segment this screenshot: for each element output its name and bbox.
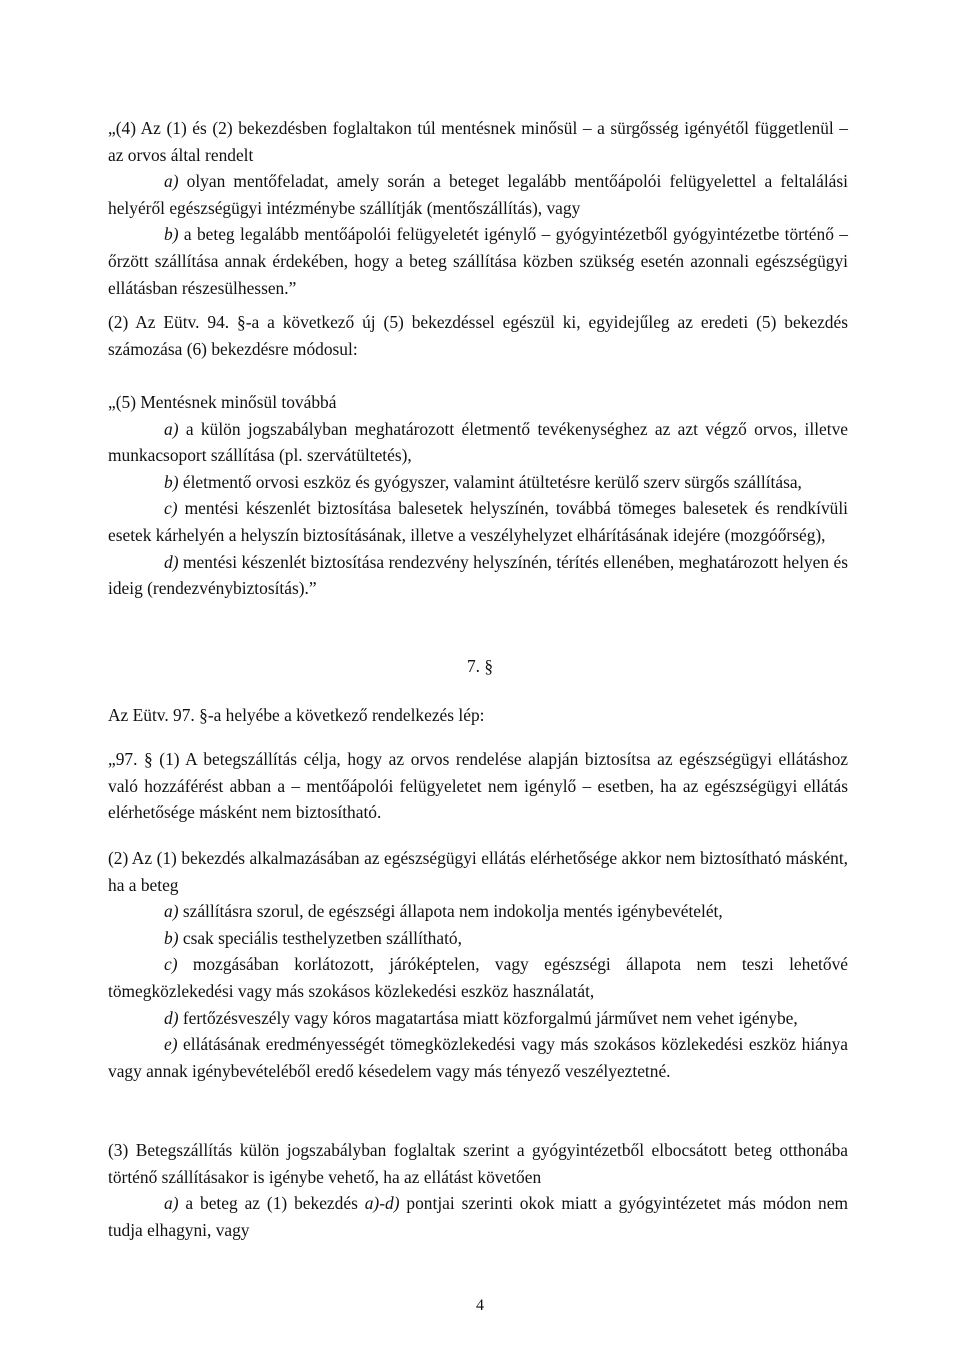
- point-label: c): [164, 498, 178, 519]
- point-5-a: [108, 416, 848, 469]
- point-97-2-b: [108, 925, 848, 952]
- point-text: olyan mentőfeladat, amely során a beteget legalább mentőápolói felügyelettel a feltalálási helyéről egészségügyi intézménybe szállítják (mentőszállítás), vagy: [108, 171, 848, 218]
- paragraph-97-1: „97. § (1) A betegszállítás célja, hogy az orvos rendelése alapján biztosítsa az egészségügyi ellátáshoz való hozzáférést abban a – mentőápolói felügyeletet nem igénylő – esetben, ha az egészségügyi ellátás elérhetősége másként nem biztosítható.: [108, 749, 848, 823]
- point-text: csak speciális testhelyzetben szállítható,: [178, 927, 462, 948]
- point-5-b: [108, 469, 848, 496]
- point-97-2-c: [108, 951, 848, 1004]
- point-text: szállításra szorul, de egészségi állapota nem indokolja mentés igénybevételét,: [178, 901, 723, 922]
- point-label: d): [164, 1007, 179, 1028]
- point-4-a: [108, 168, 848, 221]
- point-label: e): [164, 1034, 178, 1055]
- point-97-2-a: [108, 898, 848, 925]
- section-title: 7. §: [466, 656, 494, 676]
- point-label: b): [164, 224, 179, 245]
- point-text: a beteg legalább mentőápolói felügyeletét igénylő – gyógyintézetből gyógyintézetbe történő – őrzött szállítása annak érdekében, hogy a beteg szállítása közben szükség esetén azonnali egészségügyi ellátásban részesülhessen.”: [108, 224, 848, 298]
- point-text: pontjai szerinti okok miatt a gyógyintézetet más módon nem tudja elhagyni, vagy: [108, 1193, 848, 1240]
- paragraph-97-2-intro: (2) Az (1) bekezdés alkalmazásában az egészségügyi ellátás elérhetősége akkor nem biztosítható másként, ha a beteg: [108, 848, 848, 895]
- point-text: mozgásában korlátozott, járóképtelen, vagy egészségi állapota nem teszi lehetővé tömegközlekedési vagy más szokásos közlekedési eszköz használatát,: [108, 954, 848, 1001]
- point-label: a): [164, 901, 179, 922]
- point-label: b): [164, 927, 179, 948]
- point-97-3-a: [108, 1190, 848, 1243]
- point-text: a beteg az (1) bekezdés: [178, 1193, 365, 1214]
- point-reference: a)-d): [364, 1193, 400, 1214]
- point-text: mentési készenlét biztosítása rendezvény helyszínén, térítés ellenében, meghatározott helyen és ideig (rendezvénybiztosítás).”: [108, 551, 848, 599]
- point-label: b): [164, 471, 179, 492]
- amendment-2-paragraph: (2) Az Eütv. 94. §-a a következő új (5) bekezdéssel egészül ki, egyidejűleg az eredeti (5) bekezdés számozása (6) bekezdésre módosul:: [108, 312, 848, 359]
- paragraph-97-3-block: [108, 1137, 848, 1243]
- point-4-b: [108, 221, 848, 301]
- paragraph-97-3-intro: (3) Betegszállítás külön jogszabályban foglaltak szerint a gyógyintézetből elbocsátott beteg otthonába történő szállításakor is igénybe vehető, ha az ellátást követően: [108, 1140, 848, 1187]
- paragraph-5-intro: „(5) Mentésnek minősül továbbá: [108, 392, 337, 412]
- section-7-intro-block: [108, 702, 848, 729]
- point-5-c: [108, 495, 848, 548]
- point-5-d: [108, 549, 848, 602]
- point-text: fertőzésveszély vagy kóros magatartása miatt közforgalmú járművet nem vehet igénybe,: [178, 1007, 798, 1028]
- point-text: életmentő orvosi eszköz és gyógyszer, valamint átültetésre kerülő szerv sürgős szállítása,: [178, 471, 802, 492]
- point-text: mentési készenlét biztosítása balesetek helyszínén, továbbá tömeges balesetek és rendkívüli esetek kárhelyén a helyszín biztosításának, illetve a veszélyhelyzet elhárításának idejére (mozgóőrség),: [108, 498, 848, 545]
- section-4-block: [108, 115, 848, 301]
- section-7-intro: Az Eütv. 97. §-a helyébe a következő rendelkezés lép:: [108, 705, 485, 725]
- paragraph-97-2-block: [108, 845, 848, 1084]
- section-5-block: [108, 389, 848, 602]
- amendment-2-block: [108, 309, 848, 362]
- point-text: a külön jogszabályban meghatározott életmentő tevékenységhez az azt végző orvos, illetve munkacsoport szállítása (pl. szervátültetés),: [108, 418, 848, 466]
- point-label: a): [164, 418, 179, 439]
- point-label: a): [164, 171, 179, 192]
- point-97-2-d: [108, 1005, 848, 1032]
- page-number: 4: [476, 1297, 484, 1314]
- point-97-2-e: [108, 1031, 848, 1084]
- point-label: a): [164, 1193, 179, 1214]
- point-text: ellátásának eredményességét tömegközlekedési vagy más szokásos közlekedési eszköz hiánya vagy annak igénybevételéből eredő késedelem vagy más tényező veszélyeztetné.: [108, 1034, 848, 1081]
- paragraph-97-1-block: [108, 746, 848, 826]
- point-label: d): [164, 551, 179, 572]
- paragraph-4-intro: „(4) Az (1) és (2) bekezdésben foglaltakon túl mentésnek minősül – a sürgősség igényétől függetlenül – az orvos által rendelt: [108, 118, 848, 165]
- point-label: c): [164, 954, 178, 975]
